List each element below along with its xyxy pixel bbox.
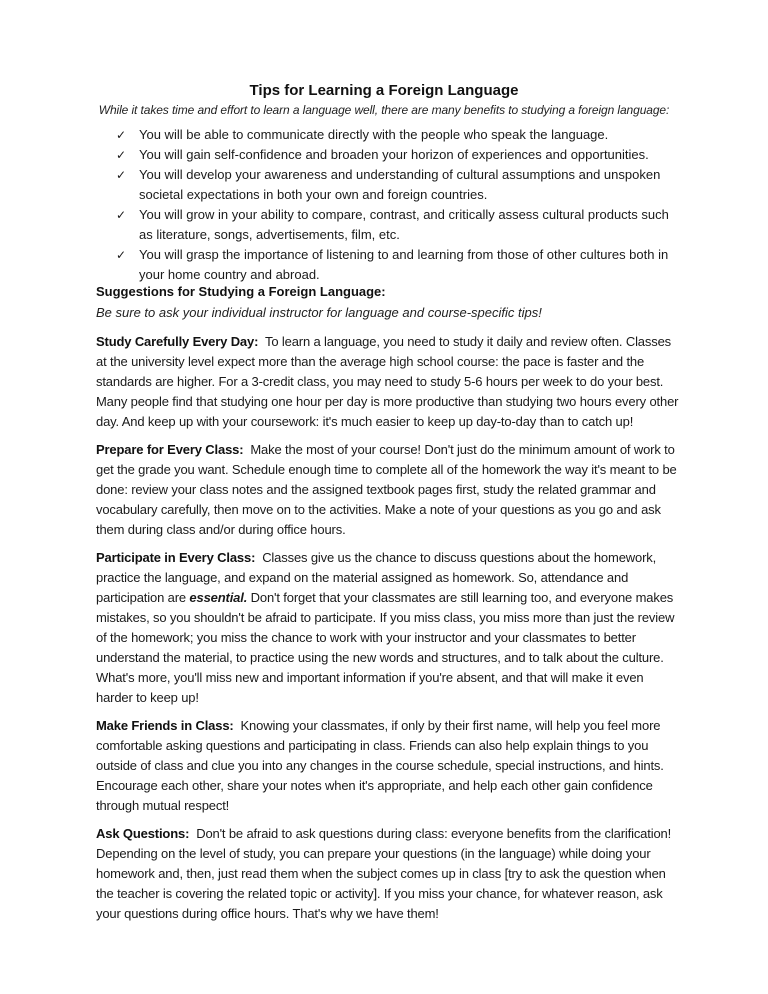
check-mark-icon: ✓ <box>116 248 127 262</box>
tip-study-carefully <box>96 332 682 432</box>
benefit-text: You will gain self-confidence and broaden your horizon of experiences and opportunities. <box>139 147 649 162</box>
check-mark-icon: ✓ <box>116 148 127 162</box>
tip-text: Classes give us the chance to discuss questions about the homework, practice the language, and expand on the material assigned as homework. So, attendance and participation are <box>96 550 657 605</box>
intro-text: While it takes time and effort to learn a language well, there are many benefits to studying a foreign language: <box>98 103 670 117</box>
check-mark-icon: ✓ <box>116 208 127 222</box>
tip-text: To learn a language, you need to study it daily and review often. Classes at the university level expect more than the average high school course: the pace is faster and the standards are higher. For a 3-credit class, you may need to study 5-6 hours per week to do your best. Many people find that studying one hour per day is more productive than studying two hours every other day. And keep up with your coursework: it's much easier to keep up day-to-day than to catch up! <box>96 334 679 429</box>
tip-make-friends <box>96 716 682 816</box>
tip-text: Make the most of your course! Don't just do the minimum amount of work to get the grade you want. Schedule enough time to complete all of the homework the way it's meant to be done: review your class notes and the assigned textbook pages first, study the related grammar and vocabulary carefully, then move on to the activities. Make a note of your questions as you go and ask them during class and/or during office hours. <box>96 442 677 537</box>
benefit-text: You will develop your awareness and understanding of cultural assumptions and unspoken societal expectations in both your own and foreign countries. <box>139 167 661 202</box>
benefit-item <box>116 145 676 165</box>
tip-participate <box>96 548 682 708</box>
emphasized-word: essential. <box>189 590 248 605</box>
tip-text: Don't forget that your classmates are still learning too, and everyone makes mistakes, so you shouldn't be afraid to participate. If you miss class, you miss more than just the review of the homework; you miss the chance to work with your instructor and your classmates to better understand the material, to practice using the new words and structures, and to talk about the culture. What's more, you'll miss new and important information if you're absent, and that will make it even harder to keep up! <box>96 590 675 705</box>
tip-label: Prepare for Every Class: <box>96 442 244 457</box>
tip-label: Ask Questions: <box>96 826 190 841</box>
tip-label: Participate in Every Class: <box>96 550 256 565</box>
tip-text: Knowing your classmates, if only by their first name, will help you feel more comfortable asking questions and participating in class. Friends can also help explain things to you outside of class and clue you into any changes in the course schedule, special instructions, and hints. Encourage each other, share your notes when it's appropriate, and help each other gain confidence through mutual respect! <box>96 718 664 813</box>
tip-prepare <box>96 440 682 540</box>
benefit-item <box>116 125 676 145</box>
benefit-item <box>116 165 676 205</box>
benefit-item <box>116 205 676 245</box>
tip-label: Study Carefully Every Day: <box>96 334 259 349</box>
tip-text: Don't be afraid to ask questions during class: everyone benefits from the clarification! Depending on the level of study, you can prepare your questions (in the language) while doing your homework and, then, just read them when the subject comes up in class [try to ask the question when the teacher is covering the related topic or activity]. If you miss your chance, for whatever reason, ask your questions during office hours. That's why we have them! <box>96 826 672 921</box>
tip-ask-questions <box>96 824 682 924</box>
benefit-text: You will grasp the importance of listening to and learning from those of other cultures both in your home country and abroad. <box>139 247 669 282</box>
suggestions-heading: Suggestions for Studying a Foreign Language: <box>96 284 386 299</box>
tip-label: Make Friends in Class: <box>96 718 234 733</box>
benefit-item <box>116 245 676 285</box>
document-title: Tips for Learning a Foreign Language <box>249 82 519 99</box>
suggestions-note: Be sure to ask your individual instructor for language and course-specific tips! <box>96 305 542 320</box>
benefits-list <box>116 125 676 285</box>
benefit-text: You will be able to communicate directly with the people who speak the language. <box>139 127 609 142</box>
check-mark-icon: ✓ <box>116 128 127 142</box>
tips-section <box>96 332 682 932</box>
benefit-text: You will grow in your ability to compare, contrast, and critically assess cultural products such as literature, songs, advertisements, film, etc. <box>139 207 669 242</box>
check-mark-icon: ✓ <box>116 168 127 182</box>
